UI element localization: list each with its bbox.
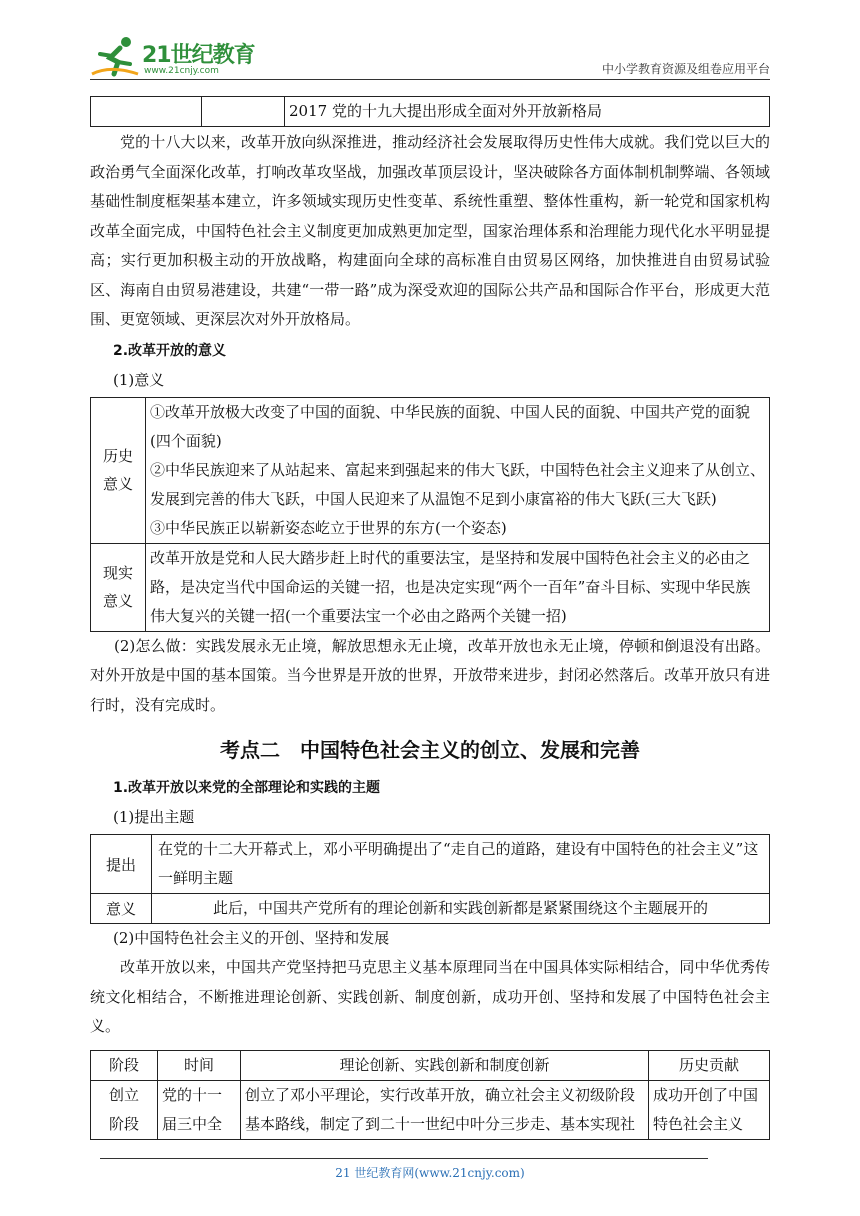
- table-row: [91, 543, 770, 631]
- cell-time: 党的十一届三中全: [158, 1080, 241, 1139]
- table-row: [91, 397, 770, 543]
- table-row: [91, 835, 770, 894]
- page-footer[interactable]: 21 世纪教育网(www.21cnjy.com): [335, 1166, 525, 1180]
- row-label-practical: 现实意义: [91, 543, 146, 631]
- table-row: [91, 894, 770, 924]
- site-logo[interactable]: [90, 34, 265, 80]
- logo-name: 21世纪教育: [142, 43, 255, 68]
- stage-table: [90, 1050, 770, 1140]
- table-row: [91, 1080, 770, 1139]
- subheading-significance: (1)意义: [113, 370, 165, 389]
- top-table: [90, 96, 770, 127]
- how-to-paragraph: (2)怎么做：实践发展永无止境，解放思想永无止境，改革开放也永无止境，停顿和倒退没有出路。对外开放是中国的基本国策。当今世界是开放的世界，开放带来进步，封闭必然落后。改革开放只有进行时，没有完成时。: [90, 636, 770, 714]
- row-label-historical: 历史意义: [91, 397, 146, 543]
- subheading-theme: (1)提出主题: [113, 808, 195, 826]
- historical-content: [146, 397, 770, 543]
- top-table-cell-text: 2017 党的十九大提出形成全面对外开放新格局: [285, 97, 770, 127]
- logo-url: www.21cnjy.com: [144, 66, 219, 76]
- col-header-time: 时间: [158, 1050, 241, 1080]
- header-platform-text: 中小学教育资源及组卷应用平台: [601, 62, 770, 76]
- theme-text-meaning: 此后，中国共产党所有的理论创新和实践创新都是紧紧围绕这个主题展开的: [152, 894, 770, 924]
- practical-content: 改革开放是党和人民大踏步赶上时代的重要法宝，是坚持和发展中国特色社会主义的必由之路，是决定当代中国命运的关键一招，也是决定实现“两个一百年”奋斗目标、实现中华民族伟大复兴的关键一招(一个重要法宝一个必由之路两个关键一招): [146, 543, 770, 631]
- runner-icon: [90, 34, 140, 80]
- document-body: [90, 96, 770, 1140]
- theme-table: [90, 834, 770, 924]
- subheading-development: (2)中国特色社会主义的开创、坚持和发展: [113, 929, 390, 947]
- col-header-innovation: 理论创新、实践创新和制度创新: [241, 1050, 649, 1080]
- col-header-stage: 阶段: [91, 1050, 158, 1080]
- top-table-cell-empty-1: [91, 97, 202, 127]
- cell-contribution: 成功开创了中国特色社会主义: [649, 1080, 770, 1139]
- top-table-cell-empty-2: [202, 97, 285, 127]
- item1-title: 1.改革开放以来党的全部理论和实践的主题: [113, 780, 381, 796]
- theme-label-meaning: 意义: [91, 894, 152, 924]
- theme-text-propose: 在党的十二大开幕式上，邓小平明确提出了“走自己的道路，建设有中国特色的社会主义”这一鲜明主题: [152, 835, 770, 894]
- table-header-row: [91, 1050, 770, 1080]
- theme-label-propose: 提出: [91, 835, 152, 894]
- cell-innovation: 创立了邓小平理论，实行改革开放，确立社会主义初级阶段基本路线，制定了到二十一世纪中叶分三步走、基本实现社: [241, 1080, 649, 1139]
- kaodian2-heading: 考点二 中国特色社会主义的创立、发展和完善: [220, 738, 640, 762]
- historical-line-1: ①改革开放极大改变了中国的面貌、中华民族的面貌、中国人民的面貌、中国共产党的面貌(四个面貌): [150, 402, 751, 450]
- historical-line-2: ②中华民族迎来了从站起来、富起来到强起来的伟大飞跃，中国特色社会主义迎来了从创立、发展到完善的伟大飞跃，中国人民迎来了从温饱不足到小康富裕的伟大飞跃(三大飞跃): [150, 460, 766, 508]
- footer-divider: [100, 1158, 708, 1159]
- col-header-contribution: 历史贡献: [649, 1050, 770, 1080]
- development-paragraph: 改革开放以来，中国共产党坚持把马克思主义基本原理同当在中国具体实际相结合，同中华优秀传统文化相结合，不断推进理论创新、实践创新、制度创新，成功开创、坚持和发展了中国特色社会主义。: [90, 958, 770, 1035]
- page-header: [90, 30, 770, 80]
- section-title-significance: 2.改革开放的意义: [113, 342, 227, 359]
- intro-paragraph: 党的十八大以来，改革开放向纵深推进，推动经济社会发展取得历史性伟大成就。我们党以巨大的政治勇气全面深化改革，打响改革攻坚战，加强改革顶层设计，坚决破除各方面体制机制弊端、各领域基础性制度框架基本建立，许多领域实现历史性变革、系统性重塑、整体性重构，新一轮党和国家机构改革全面完成，中国特色社会主义制度更加成熟更加定型，国家治理体系和治理能力现代化水平明显提高；实行更加积极主动的开放战略，构建面向全球的高标准自由贸易区网络，加快推进自由贸易试验区、海南自由贸易港建设，共建“一带一路”成为深受欢迎的国际公共产品和国际合作平台，形成更大范围、更宽领域、更深层次对外开放格局。: [90, 133, 770, 328]
- cell-stage: 创立阶段: [91, 1080, 158, 1139]
- historical-line-3: ③中华民族正以崭新姿态屹立于世界的东方(一个姿态): [150, 518, 507, 537]
- significance-table: [90, 397, 770, 632]
- header-divider: [90, 79, 770, 80]
